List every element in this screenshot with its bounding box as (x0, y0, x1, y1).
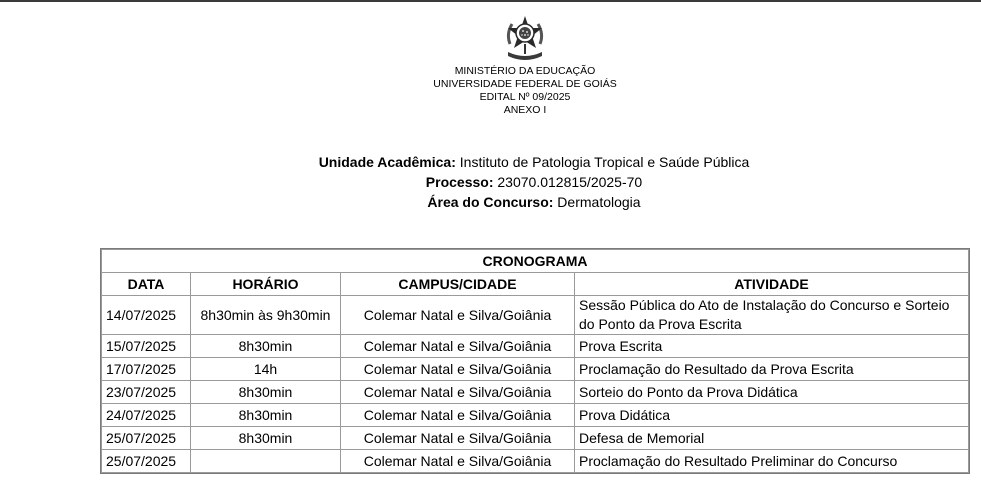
cell-campus: Colemar Natal e Silva/Goiânia (341, 296, 575, 335)
cell-horario: 8h30min (191, 427, 341, 450)
table-row (102, 404, 969, 427)
unidade-value: Instituto de Patologia Tropical e Saúde Pública (455, 154, 750, 170)
processo-label: Processo: (425, 174, 494, 190)
header-ministry: MINISTÉRIO DA EDUCAÇÃO (454, 65, 596, 77)
cell-campus: Colemar Natal e Silva/Goiânia (341, 404, 575, 427)
document-header (0, 65, 981, 117)
cell-horario: 8h30min (191, 381, 341, 404)
cell-data: 24/07/2025 (102, 404, 191, 427)
cell-atividade: Prova Escrita (575, 335, 969, 358)
cell-data: 25/07/2025 (102, 450, 191, 473)
cell-horario: 8h30min às 9h30min (191, 296, 341, 335)
table-title: CRONOGRAMA (102, 250, 969, 273)
cell-campus: Colemar Natal e Silva/Goiânia (341, 381, 575, 404)
header-horario: HORÁRIO (191, 273, 341, 296)
cell-campus: Colemar Natal e Silva/Goiânia (341, 335, 575, 358)
cell-horario: 14h (191, 358, 341, 381)
cell-campus: Colemar Natal e Silva/Goiânia (341, 450, 575, 473)
cell-atividade: Proclamação do Resultado Preliminar do Concurso (575, 450, 969, 473)
top-border-line (0, 0, 981, 2)
table-row (102, 358, 969, 381)
header-university: UNIVERSIDADE FEDERAL DE GOIÁS (433, 78, 617, 90)
header-data: DATA (102, 273, 191, 296)
cell-campus: Colemar Natal e Silva/Goiânia (341, 427, 575, 450)
cronograma-table (101, 249, 969, 473)
table-row (102, 450, 969, 473)
header-edital: EDITAL Nº 09/2025 (479, 91, 571, 103)
cell-data: 23/07/2025 (102, 381, 191, 404)
cell-horario: 8h30min (191, 335, 341, 358)
cell-data: 15/07/2025 (102, 335, 191, 358)
unidade-label: Unidade Acadêmica: (318, 154, 456, 170)
table-row (102, 381, 969, 404)
cell-data: 14/07/2025 (102, 296, 191, 335)
cell-data: 17/07/2025 (102, 358, 191, 381)
process-info (0, 152, 981, 212)
processo-line (0, 172, 981, 192)
brazil-coat-of-arms-icon (502, 14, 548, 62)
table-row (102, 427, 969, 450)
table-row (102, 296, 969, 335)
table-row (102, 335, 969, 358)
cell-horario (191, 450, 341, 473)
unidade-line (0, 152, 981, 172)
area-line (0, 192, 981, 212)
cell-atividade: Prova Didática (575, 404, 969, 427)
header-campus: CAMPUS/CIDADE (341, 273, 575, 296)
cell-atividade: Sessão Pública do Ato de Instalação do Concurso e Sorteio do Ponto da Prova Escrita (575, 296, 969, 335)
area-value: Dermatologia (553, 194, 641, 210)
cell-campus: Colemar Natal e Silva/Goiânia (341, 358, 575, 381)
area-label: Área do Concurso: (427, 194, 554, 210)
processo-value: 23070.012815/2025-70 (493, 174, 643, 190)
cell-atividade: Defesa de Memorial (575, 427, 969, 450)
cell-atividade: Sorteio do Ponto da Prova Didática (575, 381, 969, 404)
cell-atividade: Proclamação do Resultado da Prova Escrita (575, 358, 969, 381)
header-atividade: ATIVIDADE (575, 273, 969, 296)
header-anexo: ANEXO I (503, 104, 547, 116)
cell-horario: 8h30min (191, 404, 341, 427)
cell-data: 25/07/2025 (102, 427, 191, 450)
